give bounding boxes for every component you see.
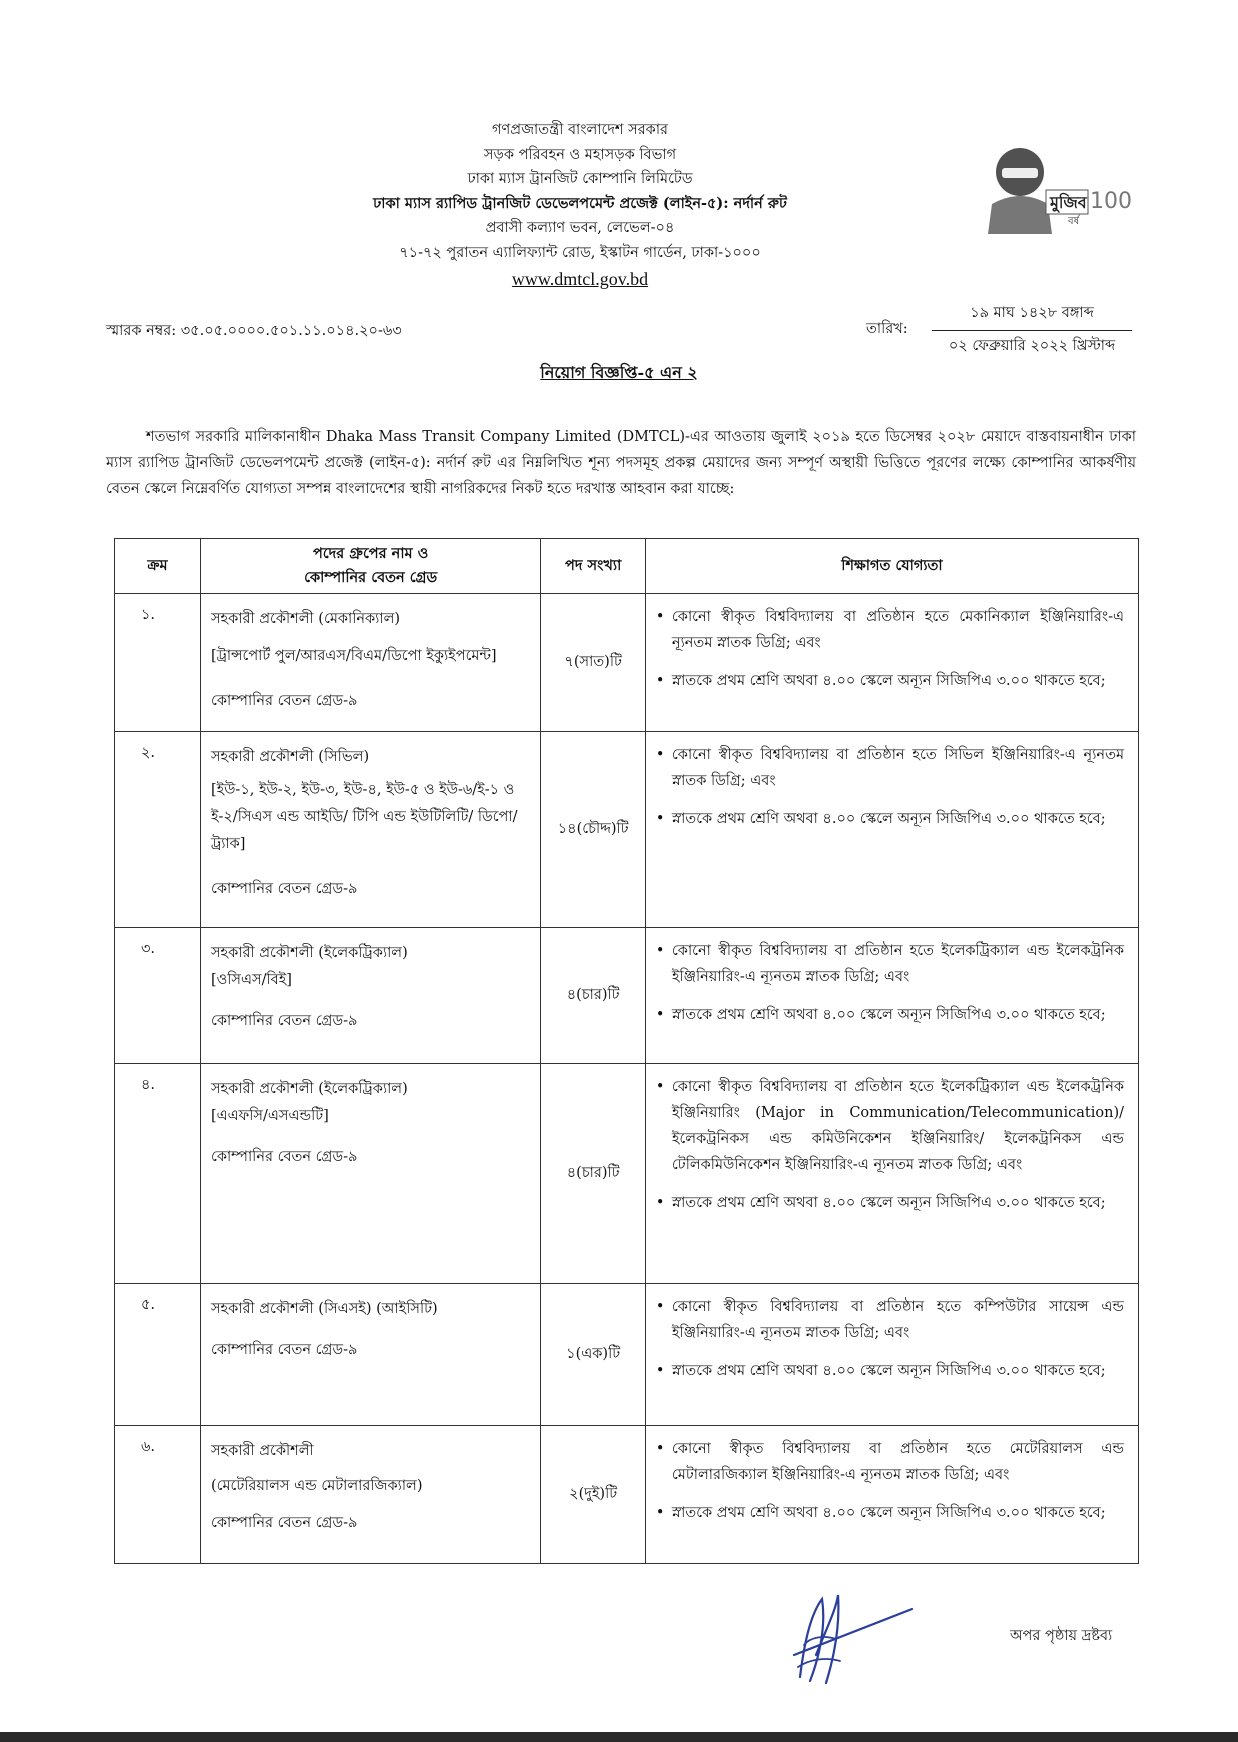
row-serial: ৫. [115,1284,201,1426]
row-qualification [645,732,1138,928]
logo-text: মুজিব [1050,193,1087,212]
post-grade: কোম্পানির বেতন গ্রেড-৯ [210,1342,358,1358]
header-count: পদ সংখ্যা [541,539,646,594]
project-name: ঢাকা ম্যাস র‌্যাপিড ট্রানজিট ডেভেলপমেন্ট প্রজেক্ট (লাইন-৫): নর্দার্ন রুট [373,194,787,212]
date-bangla: ১৯ মাঘ ১৪২৮ বঙ্গাব্দ [932,302,1132,331]
header-post [200,539,540,594]
table-row [115,732,1139,928]
row-qualification [645,1426,1138,1564]
qualification-degree: • কোনো স্বীকৃত বিশ্ববিদ্যালয় বা প্রতিষ্ঠান হতে সিভিল ইঞ্জিনিয়ারিং-এ ন্যূনতম স্নাতক ডিগ্রি; এবং [656,742,1124,794]
row-qualification [645,1064,1138,1284]
division-name: সড়ক পরিবহন ও মহাসড়ক বিভাগ [483,146,677,163]
table-header-row [115,539,1139,594]
vacancy-table [114,538,1139,1564]
post-title: সহকারী প্রকৌশলী [210,1443,314,1459]
post-subtitle: (মেটেরিয়ালস এন্ড মেটালারজিক্যাল) [210,1478,423,1494]
row-count: ২(দুই)টি [541,1426,646,1564]
govt-name: গণপ্রজাতন্ত্রী বাংলাদেশ সরকার [491,122,668,138]
post-title: সহকারী প্রকৌশলী (সিএসই) (আইসিটি) [210,1301,438,1317]
row-post [200,1284,540,1426]
row-count: ৪(চার)টি [541,928,646,1064]
post-title: সহকারী প্রকৌশলী (ইলেকট্রিক্যাল) [210,945,408,961]
table-row [115,594,1139,732]
notice-title-text: নিয়োগ বিজ্ঞপ্তি-৫ এন ২ [540,363,698,382]
row-serial: ৬. [115,1426,201,1564]
row-qualification [645,928,1138,1064]
row-post [200,594,540,732]
company-name: ঢাকা ম্যাস ট্রানজিট কোম্পানি লিমিটেড [467,171,693,187]
signature [780,1585,920,1695]
letterhead [300,118,860,292]
continued-note: অপর পৃষ্ঠায় দ্রষ্টব্য [1010,1628,1113,1644]
mujib-borsho-logo [972,138,1132,238]
website-link[interactable]: www.dmtcl.gov.bd [511,269,649,289]
date-gregorian: ০২ ফেব্রুয়ারি ২০২২ খ্রিস্টাব্দ [948,338,1116,354]
qualification-degree: • কোনো স্বীকৃত বিশ্ববিদ্যালয় বা প্রতিষ্ঠান হতে ইলেকট্রিক্যাল এন্ড ইলেকট্রনিক ইঞ্জিনিয়ারিং-এ ন্যূনতম স্নাতক ডিগ্রি; এবং [656,938,1124,990]
qualification-degree: • কোনো স্বীকৃত বিশ্ববিদ্যালয় বা প্রতিষ্ঠান হতে মেকানিক্যাল ইঞ্জিনিয়ারিং-এ ন্যূনতম স্নাতক ডিগ্রি; এবং [656,604,1124,656]
qualification-degree: • কোনো স্বীকৃত বিশ্ববিদ্যালয় বা প্রতিষ্ঠান হতে কম্পিউটার সায়েন্স এন্ড ইঞ্জিনিয়ারিং-এ ন্যূনতম স্নাতক ডিগ্রি; এবং [656,1294,1124,1346]
header-post-line1: পদের গ্রুপের নাম ও [313,545,429,562]
post-title: সহকারী প্রকৌশলী (মেকানিক্যাল) [210,611,401,627]
row-serial: ১. [115,594,201,732]
row-count: ৭(সাত)টি [541,594,646,732]
qualification-grade: • স্নাতকে প্রথম শ্রেণি অথবা ৪.০০ স্কেলে অন্যূন সিজিপিএ ৩.০০ থাকতে হবে; [656,1358,1124,1384]
office-name: প্রবাসী কল্যাণ ভবন, লেভেল-০৪ [485,220,675,236]
office-address: ৭১-৭২ পুরাতন এ্যালিফ্যান্ট রোড, ইস্কাটন গার্ডেন, ঢাকা-১০০০ [399,244,761,261]
row-qualification [645,594,1138,732]
post-subtitle: [ট্রান্সপোর্ট পুল/আরএস/বিএম/ডিপো ইক্যুইপমেন্ট] [210,648,497,664]
qualification-degree: • কোনো স্বীকৃত বিশ্ববিদ্যালয় বা প্রতিষ্ঠান হতে মেটেরিয়ালস এন্ড মেটালারজিক্যাল ইঞ্জিনিয়ারিং-এ ন্যূনতম স্নাতক ডিগ্রি; এবং [656,1436,1124,1488]
post-subtitle: [এএফসি/এসএন্ডটি] [210,1108,329,1124]
row-serial: ৩. [115,928,201,1064]
post-grade: কোম্পানির বেতন গ্রেড-৯ [210,693,358,709]
post-grade: কোম্পানির বেতন গ্রেড-৯ [210,1515,358,1531]
qualification-grade: • স্নাতকে প্রথম শ্রেণি অথবা ৪.০০ স্কেলে অন্যূন সিজিপিএ ৩.০০ থাকতে হবে; [656,1002,1124,1028]
row-post [200,1064,540,1284]
post-title: সহকারী প্রকৌশলী (ইলেকট্রিক্যাল) [210,1081,408,1097]
intro-paragraph: শতভাগ সরকারি মালিকানাধীন Dhaka Mass Transit Company Limited (DMTCL)-এর আওতায় জুলাই ২০১৯ হতে ডিসেম্বর ২০২৮ মেয়াদে বাস্তবায়নাধীন ঢাকা ম্যাস র‌্যাপিড ট্রানজিট ডেভেলপমেন্ট প্রজেক্ট (লাইন-৫): নর্দার্ন রুট এর নিম্নলিখিত শূন্য পদসমূহ প্রকল্প মেয়াদের জন্য সম্পূর্ণ অস্থায়ী ভিত্তিতে পূরণের লক্ষ্যে কোম্পানির আকর্ষণীয় বেতন স্কেলে নিম্নেবর্ণিত যোগ্যতা সম্পন্ন বাংলাদেশের স্থায়ী নাগরিকদের নিকট হতে দরখাস্ত আহবান করা যাচ্ছে: [106,428,1136,497]
qualification-grade: • স্নাতকে প্রথম শ্রেণি অথবা ৪.০০ স্কেলে অন্যূন সিজিপিএ ৩.০০ থাকতে হবে; [656,668,1124,694]
row-serial: ২. [115,732,201,928]
post-subtitle: [ইউ-১, ইউ-২, ইউ-৩, ইউ-৪, ইউ-৫ ও ইউ-৬/ই-১ ও ই-২/সিএস এন্ড আইডি/ টিপি এন্ড ইউটিলিটি/ ডিপো/ট্র্যাক] [210,782,518,852]
row-qualification [645,1284,1138,1426]
row-post [200,928,540,1064]
post-grade: কোম্পানির বেতন গ্রেড-৯ [210,881,358,897]
row-count: ১(এক)টি [541,1284,646,1426]
logo-number: 100 [1090,189,1132,214]
row-post [200,1426,540,1564]
qualification-grade: • স্নাতকে প্রথম শ্রেণি অথবা ৪.০০ স্কেলে অন্যূন সিজিপিএ ৩.০০ থাকতে হবে; [656,806,1124,832]
row-post [200,732,540,928]
memo-number: স্মারক নম্বর: ৩৫.০৫.০০০০.৫০১.১১.০১৪.২০-৬৩ [106,323,402,339]
row-count: ৪(চার)টি [541,1064,646,1284]
header-qualification: শিক্ষাগত যোগ্যতা [645,539,1138,594]
row-serial: ৪. [115,1064,201,1284]
row-count: ১৪(চৌদ্দ)টি [541,732,646,928]
qualification-grade: • স্নাতকে প্রথম শ্রেণি অথবা ৪.০০ স্কেলে অন্যূন সিজিপিএ ৩.০০ থাকতে হবে; [656,1190,1124,1216]
post-subtitle: [ওসিএস/বিই] [210,972,292,988]
post-title: সহকারী প্রকৌশলী (সিভিল) [210,749,370,765]
header-post-line2: কোম্পানির বেতন গ্রেড [304,569,438,586]
logo-subtext: বর্ষ [1068,216,1080,227]
post-grade: কোম্পানির বেতন গ্রেড-৯ [210,1149,358,1165]
table-row [115,1284,1139,1426]
header-serial: ক্রম [115,539,201,594]
notice-title [0,360,1238,387]
table-row [115,1426,1139,1564]
date-label: তারিখ: [866,321,908,337]
table-row [115,1064,1139,1284]
post-grade: কোম্পানির বেতন গ্রেড-৯ [210,1013,358,1029]
qualification-degree: • কোনো স্বীকৃত বিশ্ববিদ্যালয় বা প্রতিষ্ঠান হতে ইলেকট্রিক্যাল এন্ড ইলেকট্রনিক ইঞ্জিনিয়ারিং (Major in Communication/Telecommunication)/ ইলেকট্রনিকস এন্ড কমিউনিকেশন ইঞ্জিনিয়ারিং/ ইলেকট্রনিকস এন্ড টেলিকমিউনিকেশন ইঞ্জিনিয়ারিং-এ ন্যূনতম স্নাতক ডিগ্রি; এবং [656,1074,1124,1178]
qualification-grade: • স্নাতকে প্রথম শ্রেণি অথবা ৪.০০ স্কেলে অন্যূন সিজিপিএ ৩.০০ থাকতে হবে; [656,1500,1124,1526]
table-row [115,928,1139,1064]
scan-edge [0,1732,1238,1742]
